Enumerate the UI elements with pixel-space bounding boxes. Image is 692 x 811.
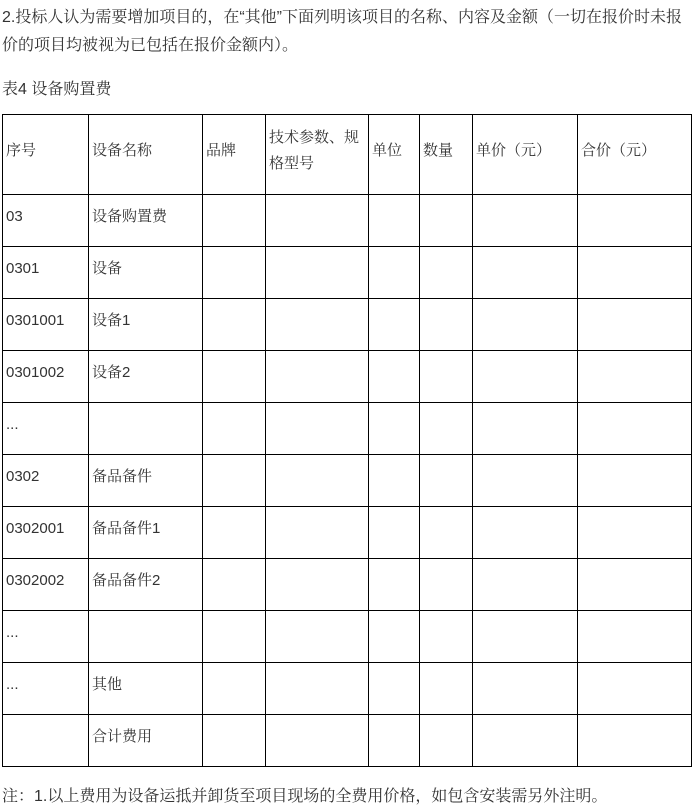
table-cell (369, 507, 420, 559)
table-cell (473, 715, 578, 767)
table-row (3, 455, 692, 507)
table-cell (203, 455, 266, 507)
table-cell (266, 663, 369, 715)
table-cell (266, 299, 369, 351)
table-cell: 备品备件2 (89, 559, 203, 611)
table-cell (473, 195, 578, 247)
table-cell (578, 559, 692, 611)
table-cell (473, 455, 578, 507)
table-cell (369, 403, 420, 455)
table-cell (578, 611, 692, 663)
table-row (3, 507, 692, 559)
table-cell (420, 663, 473, 715)
header-cell-equipment-name: 设备名称 (89, 115, 203, 195)
table-cell: 0302001 (3, 507, 89, 559)
table-cell (266, 351, 369, 403)
table-body (3, 195, 692, 767)
table-cell (89, 403, 203, 455)
table-cell: 其他 (89, 663, 203, 715)
table-cell (420, 507, 473, 559)
table-cell (578, 195, 692, 247)
table-cell: 0302 (3, 455, 89, 507)
table-row (3, 663, 692, 715)
intro-paragraph: 2.投标人认为需要增加项目的，在“其他”下面列明该项目的名称、内容及金额（一切在报价时未报价的项目均被视为已包括在报价金额内）。 (2, 9, 683, 54)
table-cell (473, 299, 578, 351)
table-cell (420, 715, 473, 767)
header-cell-unit: 单位 (369, 115, 420, 195)
table-cell: 0301 (3, 247, 89, 299)
header-cell-tech-spec: 技术参数、规格型号 (266, 115, 369, 195)
table-cell (203, 403, 266, 455)
table-row (3, 559, 692, 611)
table-row (3, 715, 692, 767)
table-cell (578, 455, 692, 507)
footnote: 注：1.以上费用为设备运抵并卸货至项目现场的全费用价格，如包含安装需另外注明。 (2, 788, 608, 805)
table-cell (578, 299, 692, 351)
table-cell: 设备购置费 (89, 195, 203, 247)
table-cell (578, 663, 692, 715)
table-cell: 0302002 (3, 559, 89, 611)
table-cell (369, 195, 420, 247)
table-cell (473, 507, 578, 559)
table-cell (266, 195, 369, 247)
table-cell: 设备1 (89, 299, 203, 351)
table-cell (473, 559, 578, 611)
table-cell (578, 507, 692, 559)
table-cell (369, 559, 420, 611)
table-cell (473, 351, 578, 403)
table-cell (266, 455, 369, 507)
table-cell (266, 611, 369, 663)
table-cell (203, 507, 266, 559)
table-cell (420, 559, 473, 611)
table-cell: 03 (3, 195, 89, 247)
table-cell (578, 403, 692, 455)
table-cell: ... (3, 611, 89, 663)
table-header (3, 115, 692, 195)
table-cell (578, 715, 692, 767)
table-cell (420, 247, 473, 299)
table-cell (203, 195, 266, 247)
table-cell: 0301002 (3, 351, 89, 403)
table-cell (420, 611, 473, 663)
table-cell (89, 611, 203, 663)
table-cell (266, 715, 369, 767)
table-cell (266, 403, 369, 455)
table-cell (203, 247, 266, 299)
table-cell (473, 663, 578, 715)
header-cell-brand: 品牌 (203, 115, 266, 195)
table-header-row (3, 115, 692, 195)
table-row (3, 195, 692, 247)
header-cell-quantity: 数量 (420, 115, 473, 195)
table-cell (369, 611, 420, 663)
table-cell (203, 299, 266, 351)
table-cell: ... (3, 663, 89, 715)
table-cell (3, 715, 89, 767)
table-cell (473, 403, 578, 455)
header-cell-total-price: 合价（元） (578, 115, 692, 195)
table-cell (203, 611, 266, 663)
table-cell: 设备2 (89, 351, 203, 403)
table-cell (203, 351, 266, 403)
table-cell (420, 195, 473, 247)
table-row (3, 351, 692, 403)
table-cell (266, 247, 369, 299)
table-title: 表4 设备购置费 (2, 81, 112, 98)
table-cell: 合计费用 (89, 715, 203, 767)
table-cell: 设备 (89, 247, 203, 299)
table-cell (369, 715, 420, 767)
table-cell: 备品备件 (89, 455, 203, 507)
table-cell (266, 507, 369, 559)
table-row (3, 247, 692, 299)
table-cell (203, 715, 266, 767)
equipment-cost-table (2, 114, 692, 767)
table-cell (420, 455, 473, 507)
table-cell (578, 351, 692, 403)
table-cell (369, 663, 420, 715)
table-cell (578, 247, 692, 299)
table-cell (266, 559, 369, 611)
table-cell (369, 455, 420, 507)
table-cell (473, 247, 578, 299)
table-cell (420, 351, 473, 403)
table-cell (473, 611, 578, 663)
table-cell: ... (3, 403, 89, 455)
table-cell (420, 299, 473, 351)
table-cell (203, 559, 266, 611)
table-row (3, 299, 692, 351)
table-cell: 0301001 (3, 299, 89, 351)
table-cell (369, 299, 420, 351)
table-cell (203, 663, 266, 715)
table-row (3, 403, 692, 455)
table-row (3, 611, 692, 663)
table-cell (369, 351, 420, 403)
header-cell-unit-price: 单价（元） (473, 115, 578, 195)
header-cell-seq-no: 序号 (3, 115, 89, 195)
table-cell (420, 403, 473, 455)
table-cell (369, 247, 420, 299)
table-cell: 备品备件1 (89, 507, 203, 559)
